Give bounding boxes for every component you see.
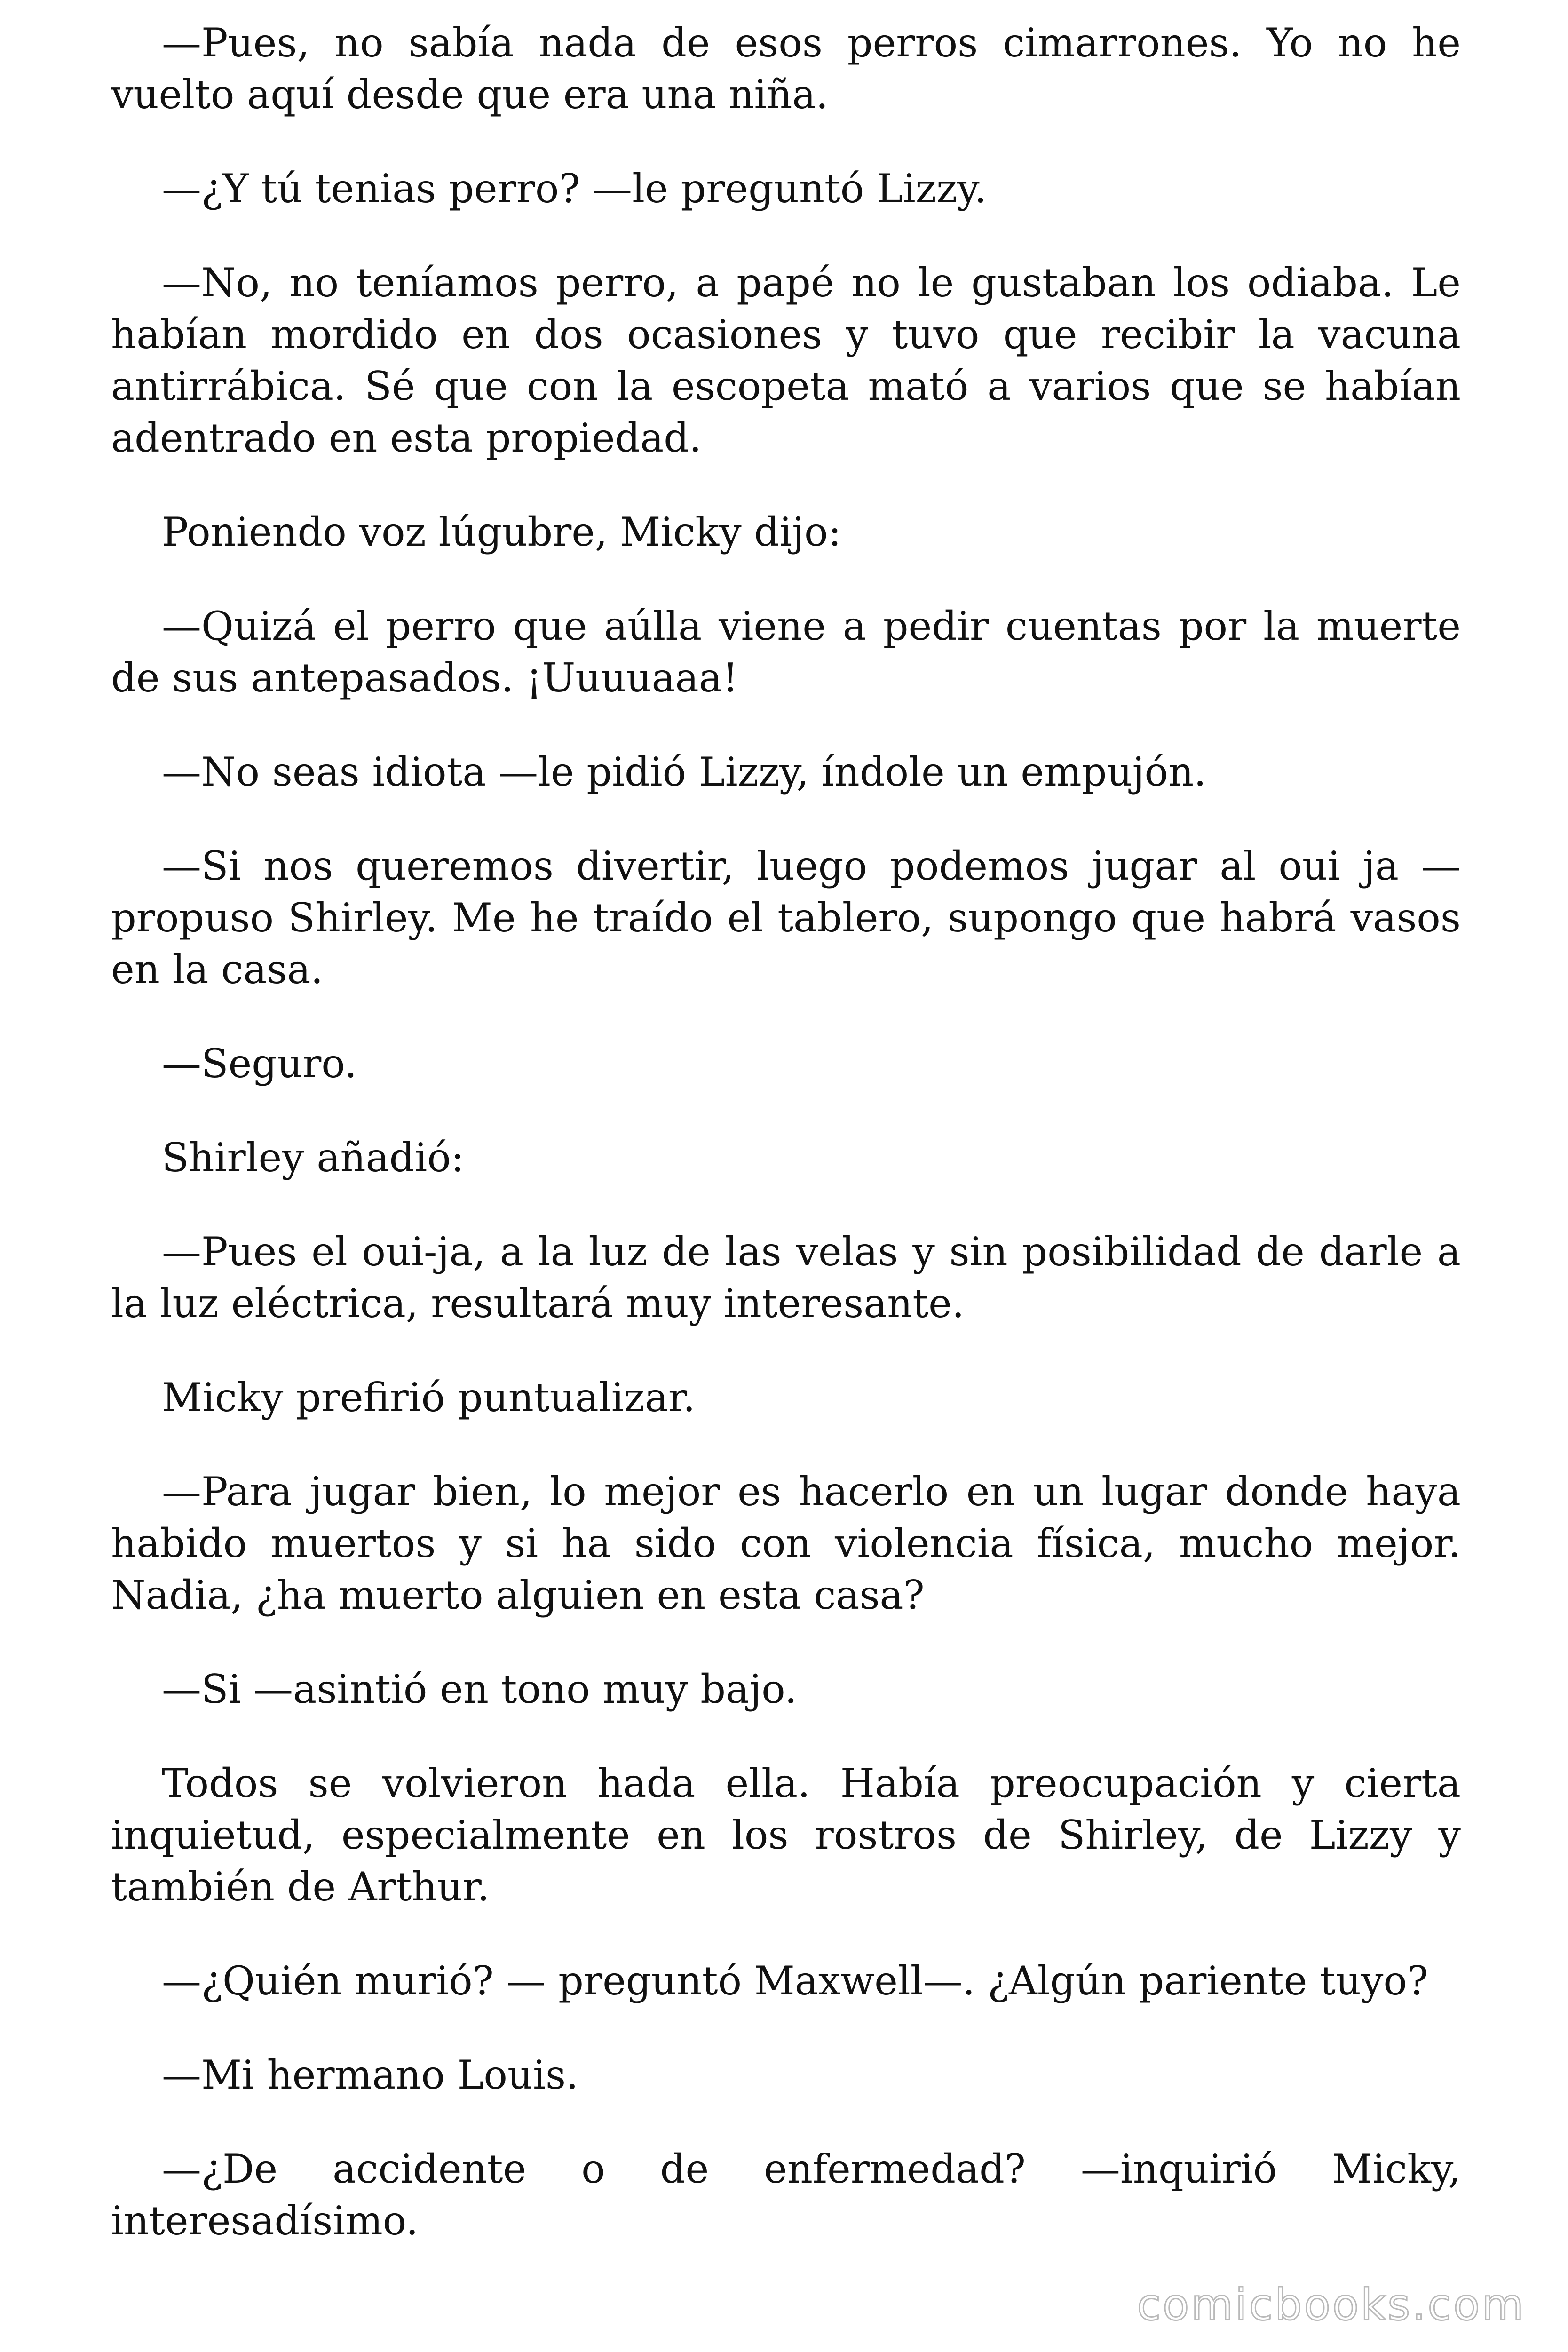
paragraph: —Para jugar bien, lo mejor es hacerlo en un lugar donde haya habido muertos y si ha sido con violencia física, mucho mejor. Nadia, ¿ha muerto alguien en esta casa? — [111, 1469, 1461, 1618]
paragraph: Micky prefirió puntualizar. — [162, 1375, 696, 1421]
paragraph: —Si —asintió en tono muy bajo. — [162, 1666, 797, 1712]
paragraph: —Mi hermano Louis. — [162, 2052, 578, 2098]
paragraph: —Seguro. — [162, 1041, 357, 1087]
paragraph: Poniendo voz lúgubre, Micky dijo: — [162, 509, 841, 555]
watermark: comicbooks.com — [1137, 2280, 1526, 2330]
paragraph: —Pues, no sabía nada de esos perros cimarrones. Yo no he vuelto aquí desde que era una niña. — [111, 20, 1461, 118]
paragraph: —¿Y tú tenias perro? —le preguntó Lizzy. — [162, 166, 987, 212]
paragraph: —No, no teníamos perro, a papé no le gustaban los odiaba. Le habían mordido en dos ocasiones y tuvo que recibir la vacuna antirrábica. Sé que con la escopeta mató a varios que se habían adentrado en esta propiedad. — [111, 260, 1461, 461]
paragraph: —¿De accidente o de enfermedad? —inquirió Micky, interesadísimo. — [111, 2146, 1461, 2244]
paragraph: —No seas idiota —le pidió Lizzy, índole un empujón. — [162, 749, 1206, 795]
paragraph: —Si nos queremos divertir, luego podemos jugar al oui ja —propuso Shirley. Me he traído el tablero, supongo que habrá vasos en la casa. — [111, 843, 1461, 993]
paragraph: —Pues el oui-ja, a la luz de las velas y sin posibilidad de darle a la luz eléctrica, resultará muy interesante. — [111, 1229, 1461, 1327]
paragraph: Shirley añadió: — [162, 1135, 465, 1181]
paragraph: —¿Quién murió? — preguntó Maxwell—. ¿Algún pariente tuyo? — [162, 1958, 1429, 2004]
paragraph: —Quizá el perro que aúlla viene a pedir cuentas por la muerte de sus antepasados. ¡Uuuuaaa! — [111, 603, 1461, 701]
page-body — [111, 17, 1461, 2247]
paragraph: Todos se volvieron hada ella. Había preocupación y cierta inquietud, especialmente en los rostros de Shirley, de Lizzy y también de Arthur. — [111, 1760, 1461, 1910]
